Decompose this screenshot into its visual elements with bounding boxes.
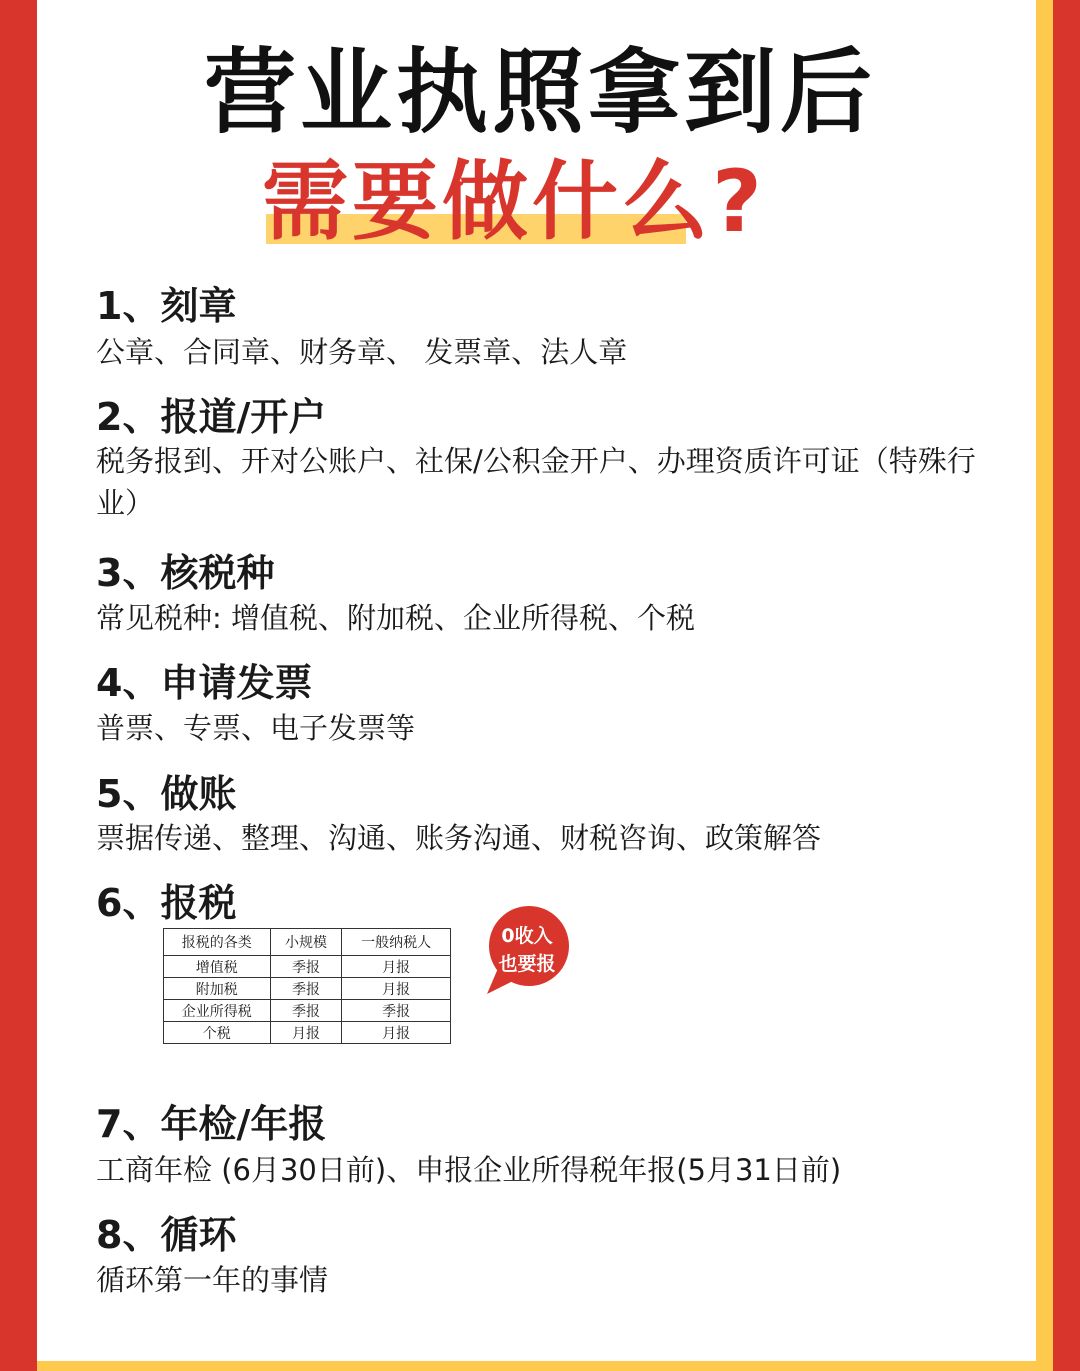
section-heading-1: 1、刻章 (96, 284, 237, 328)
table-cell: 个税 (164, 1022, 271, 1044)
badge-line-1: 0收入 (501, 925, 553, 947)
section-heading-3: 3、核税种 (96, 551, 275, 595)
table-cell: 月报 (342, 978, 451, 1000)
section-heading-4: 4、申请发票 (96, 661, 313, 705)
table-row (164, 1000, 451, 1022)
table-cell: 季报 (342, 1000, 451, 1022)
table-row (164, 978, 451, 1000)
section-text-3: 常见税种: 增值税、附加税、企业所得税、个税 (96, 601, 695, 635)
section-heading-5: 5、做账 (96, 772, 237, 816)
tax-schedule-table (163, 928, 451, 1044)
table-cell: 月报 (342, 1022, 451, 1044)
section-text-4: 普票、专票、电子发票等 (96, 711, 416, 745)
table-cell: 企业所得税 (164, 1000, 271, 1022)
section-heading-8: 8、循环 (96, 1213, 237, 1257)
page-title: 营业执照拿到后 (203, 39, 876, 146)
section-heading-6: 6、报税 (96, 881, 237, 925)
right-yellow-border (1036, 0, 1053, 1371)
table-cell: 季报 (270, 956, 342, 978)
table-row (164, 956, 451, 978)
section-heading-2: 2、报道/开户 (96, 395, 327, 439)
table-cell: 月报 (342, 956, 451, 978)
bottom-yellow-border (37, 1361, 1036, 1371)
table-cell: 附加税 (164, 978, 271, 1000)
section-heading-7: 7、年检/年报 (96, 1102, 327, 1146)
section-text-5: 票据传递、整理、沟通、账务沟通、财税咨询、政策解答 (96, 821, 822, 855)
table-header-cell: 报税的各类 (164, 929, 271, 956)
table-cell: 季报 (270, 978, 342, 1000)
table-cell: 月报 (270, 1022, 342, 1044)
subtitle-block (262, 152, 782, 257)
right-red-border (1053, 0, 1080, 1371)
badge-line-2: 也要报 (498, 953, 556, 975)
page-subtitle: 需要做什么? (262, 152, 766, 252)
section-text-8: 循环第一年的事情 (96, 1263, 329, 1297)
section-text-7: 工商年检 (6月30日前)、申报企业所得税年报(5月31日前) (96, 1153, 842, 1187)
table-cell: 季报 (270, 1000, 342, 1022)
section-text-2: 税务报到、开对公账户、社保/公积金开户、办理资质许可证（特殊行业） (96, 444, 976, 520)
table-header-cell: 小规模 (270, 929, 342, 956)
table-header-cell: 一般纳税人 (342, 929, 451, 956)
table-cell: 增值税 (164, 956, 271, 978)
zero-income-badge (481, 904, 573, 996)
table-row (164, 1022, 451, 1044)
left-red-border (0, 0, 37, 1371)
section-text-1: 公章、合同章、财务章、 发票章、法人章 (96, 335, 628, 369)
table-header-row (164, 929, 451, 956)
